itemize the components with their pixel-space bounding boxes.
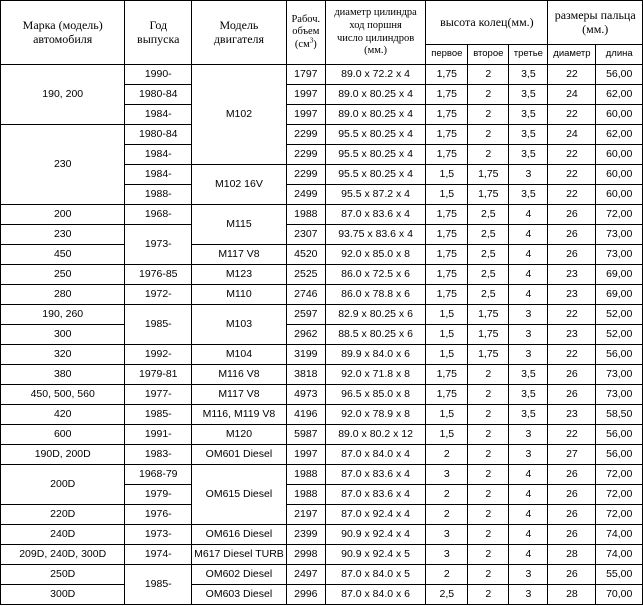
ring-third-cell: 4 <box>509 265 548 285</box>
model-cell: 320 <box>1 345 125 365</box>
year-cell: 1985- <box>125 305 192 345</box>
ring-second-cell: 2,5 <box>468 225 509 245</box>
pin-length-cell: 62,00 <box>596 125 643 145</box>
header-pin-diameter: диаметр <box>548 45 596 65</box>
bore-stroke-cell: 87.0 x 92.4 x 4 <box>325 505 425 525</box>
ring-first-cell: 1,75 <box>426 145 468 165</box>
year-cell: 1984- <box>125 145 192 165</box>
bore-stroke-cell: 86.0 x 72.5 x 6 <box>325 265 425 285</box>
volume-cell: 1988 <box>286 465 325 485</box>
ring-first-cell: 1,75 <box>426 105 468 125</box>
bore-stroke-cell: 92.0 x 71.8 x 8 <box>325 365 425 385</box>
pin-length-cell: 56,00 <box>596 425 643 445</box>
pin-length-cell: 62,00 <box>596 85 643 105</box>
model-cell: 240D <box>1 525 125 545</box>
model-cell: 190D, 200D <box>1 445 125 465</box>
year-cell: 1988- <box>125 185 192 205</box>
ring-first-cell: 3 <box>426 545 468 565</box>
table-row <box>1 225 643 245</box>
table-row <box>1 465 643 485</box>
pin-diameter-cell: 24 <box>548 125 596 145</box>
ring-third-cell: 3 <box>509 445 548 465</box>
year-cell: 1972- <box>125 285 192 305</box>
year-cell: 1977- <box>125 385 192 405</box>
ring-second-cell: 1,75 <box>468 325 509 345</box>
pin-length-cell: 69,00 <box>596 285 643 305</box>
ring-second-cell: 2 <box>468 105 509 125</box>
ring-second-cell: 2,5 <box>468 245 509 265</box>
ring-second-cell: 1,75 <box>468 345 509 365</box>
ring-second-cell: 2,5 <box>468 285 509 305</box>
year-cell: 1985- <box>125 405 192 425</box>
pin-diameter-cell: 22 <box>548 425 596 445</box>
ring-second-cell: 1,75 <box>468 305 509 325</box>
ring-first-cell: 2 <box>426 505 468 525</box>
model-cell: 190, 260 <box>1 305 125 325</box>
pin-diameter-cell: 22 <box>548 305 596 325</box>
year-cell: 1990- <box>125 65 192 85</box>
header-ring-third: третье <box>509 45 548 65</box>
volume-cell: 3199 <box>286 345 325 365</box>
model-cell: 200D <box>1 465 125 505</box>
volume-cell: 1997 <box>286 85 325 105</box>
pin-length-cell: 55,00 <box>596 565 643 585</box>
ring-third-cell: 4 <box>509 545 548 565</box>
table-row <box>1 365 643 385</box>
bore-stroke-cell: 95.5 x 80.25 x 4 <box>325 145 425 165</box>
ring-third-cell: 3,5 <box>509 185 548 205</box>
ring-third-cell: 3 <box>509 565 548 585</box>
bore-stroke-cell: 90.9 x 92.4 x 5 <box>325 545 425 565</box>
ring-first-cell: 1,75 <box>426 245 468 265</box>
model-cell: 230 <box>1 125 125 205</box>
pin-length-cell: 74,00 <box>596 545 643 565</box>
pin-diameter-cell: 26 <box>548 225 596 245</box>
ring-second-cell: 2 <box>468 445 509 465</box>
header-ring-second: второе <box>468 45 509 65</box>
bore-stroke-cell: 92.0 x 78.9 x 8 <box>325 405 425 425</box>
pin-length-cell: 72,00 <box>596 485 643 505</box>
year-cell: 1984- <box>125 165 192 185</box>
header-rings: высота колец(мм.) <box>426 1 548 45</box>
ring-second-cell: 2 <box>468 565 509 585</box>
ring-first-cell: 1,5 <box>426 185 468 205</box>
year-cell: 1976- <box>125 505 192 525</box>
pin-diameter-cell: 26 <box>548 205 596 225</box>
ring-first-cell: 1,5 <box>426 305 468 325</box>
ring-second-cell: 1,75 <box>468 185 509 205</box>
model-cell: 220D <box>1 505 125 525</box>
ring-first-cell: 2 <box>426 445 468 465</box>
pin-diameter-cell: 26 <box>548 385 596 405</box>
ring-second-cell: 2 <box>468 525 509 545</box>
ring-second-cell: 2 <box>468 425 509 445</box>
ring-second-cell: 2 <box>468 385 509 405</box>
ring-third-cell: 3,5 <box>509 365 548 385</box>
pin-diameter-cell: 26 <box>548 565 596 585</box>
table-row <box>1 265 643 285</box>
bore-stroke-cell: 95.5 x 87.2 x 4 <box>325 185 425 205</box>
year-cell: 1973- <box>125 525 192 545</box>
ring-third-cell: 3 <box>509 305 548 325</box>
ring-first-cell: 1,75 <box>426 85 468 105</box>
pin-diameter-cell: 22 <box>548 105 596 125</box>
ring-second-cell: 2 <box>468 485 509 505</box>
ring-second-cell: 2,5 <box>468 205 509 225</box>
ring-third-cell: 3 <box>509 165 548 185</box>
engine-cell: M116 V8 <box>192 365 287 385</box>
bore-stroke-cell: 82.9 x 80.25 x 6 <box>325 305 425 325</box>
bore-stroke-cell: 96.5 x 85.0 x 8 <box>325 385 425 405</box>
engine-cell: M617 Diesel TURB <box>192 545 287 565</box>
year-cell: 1991- <box>125 425 192 445</box>
volume-cell: 4520 <box>286 245 325 265</box>
table-row <box>1 405 643 425</box>
bore-stroke-cell: 89.0 x 80.25 x 4 <box>325 105 425 125</box>
header-ring-first: первое <box>426 45 468 65</box>
ring-second-cell: 2 <box>468 465 509 485</box>
ring-third-cell: 4 <box>509 225 548 245</box>
bore-stroke-cell: 87.0 x 83.6 x 4 <box>325 485 425 505</box>
year-cell: 1979-81 <box>125 365 192 385</box>
table-row <box>1 125 643 145</box>
engine-cell: OM601 Diesel <box>192 445 287 465</box>
engine-cell: OM602 Diesel <box>192 565 287 585</box>
ring-first-cell: 1,75 <box>426 65 468 85</box>
pin-length-cell: 56,00 <box>596 345 643 365</box>
pin-diameter-cell: 22 <box>548 65 596 85</box>
ring-third-cell: 3,5 <box>509 405 548 425</box>
pin-length-cell: 58,50 <box>596 405 643 425</box>
pin-length-cell: 60,00 <box>596 145 643 165</box>
model-cell: 190, 200 <box>1 65 125 125</box>
table-body <box>1 1 643 605</box>
volume-cell: 2299 <box>286 125 325 145</box>
volume-cell: 2962 <box>286 325 325 345</box>
year-cell: 1973- <box>125 225 192 265</box>
ring-third-cell: 3 <box>509 425 548 445</box>
ring-second-cell: 2 <box>468 505 509 525</box>
engine-cell: M103 <box>192 305 287 345</box>
header-bore-stroke: диаметр цилиндра ход поршня число цилиндров (мм.) <box>325 1 425 65</box>
header-pin-length: длина <box>596 45 643 65</box>
model-cell: 300D <box>1 585 125 605</box>
ring-first-cell: 1,75 <box>426 125 468 145</box>
volume-cell: 2499 <box>286 185 325 205</box>
ring-first-cell: 2 <box>426 485 468 505</box>
bore-stroke-cell: 87.0 x 84.0 x 4 <box>325 445 425 465</box>
pin-length-cell: 69,00 <box>596 265 643 285</box>
bore-stroke-cell: 89.0 x 80.2 x 12 <box>325 425 425 445</box>
ring-third-cell: 3,5 <box>509 145 548 165</box>
ring-first-cell: 1,75 <box>426 365 468 385</box>
ring-second-cell: 2 <box>468 585 509 605</box>
model-cell: 280 <box>1 285 125 305</box>
pin-diameter-cell: 28 <box>548 585 596 605</box>
table-row <box>1 245 643 265</box>
pin-diameter-cell: 22 <box>548 185 596 205</box>
pin-diameter-cell: 23 <box>548 265 596 285</box>
pin-length-cell: 60,00 <box>596 185 643 205</box>
pin-length-cell: 72,00 <box>596 465 643 485</box>
pin-length-cell: 60,00 <box>596 165 643 185</box>
ring-third-cell: 4 <box>509 505 548 525</box>
bore-stroke-cell: 89.9 x 84.0 x 6 <box>325 345 425 365</box>
pin-length-cell: 73,00 <box>596 225 643 245</box>
year-cell: 1979- <box>125 485 192 505</box>
ring-third-cell: 3 <box>509 585 548 605</box>
table-row <box>1 385 643 405</box>
volume-cell: 2996 <box>286 585 325 605</box>
model-cell: 380 <box>1 365 125 385</box>
volume-cell: 4196 <box>286 405 325 425</box>
pin-length-cell: 56,00 <box>596 65 643 85</box>
pin-diameter-cell: 26 <box>548 485 596 505</box>
pin-length-cell: 60,00 <box>596 105 643 125</box>
table-row <box>1 305 643 325</box>
engine-cell: OM615 Diesel <box>192 465 287 525</box>
ring-second-cell: 2 <box>468 125 509 145</box>
pin-length-cell: 73,00 <box>596 245 643 265</box>
volume-cell: 1997 <box>286 445 325 465</box>
model-cell: 300 <box>1 325 125 345</box>
model-cell: 250 <box>1 265 125 285</box>
bore-stroke-cell: 90.9 x 92.4 x 4 <box>325 525 425 545</box>
table-row <box>1 505 643 525</box>
table-row <box>1 325 643 345</box>
ring-third-cell: 4 <box>509 525 548 545</box>
pin-length-cell: 52,00 <box>596 305 643 325</box>
pin-diameter-cell: 23 <box>548 405 596 425</box>
ring-second-cell: 2 <box>468 85 509 105</box>
pin-diameter-cell: 27 <box>548 445 596 465</box>
ring-first-cell: 1,75 <box>426 265 468 285</box>
pin-length-cell: 72,00 <box>596 205 643 225</box>
ring-second-cell: 2 <box>468 545 509 565</box>
bore-stroke-cell: 88.5 x 80.25 x 6 <box>325 325 425 345</box>
ring-second-cell: 2 <box>468 405 509 425</box>
engine-cell: OM603 Diesel <box>192 585 287 605</box>
pin-diameter-cell: 26 <box>548 525 596 545</box>
table-row <box>1 585 643 605</box>
ring-third-cell: 3,5 <box>509 385 548 405</box>
ring-first-cell: 3 <box>426 525 468 545</box>
ring-third-cell: 4 <box>509 245 548 265</box>
ring-third-cell: 4 <box>509 465 548 485</box>
table-row <box>1 285 643 305</box>
ring-second-cell: 2 <box>468 365 509 385</box>
ring-first-cell: 3 <box>426 465 468 485</box>
volume-cell: 3818 <box>286 365 325 385</box>
volume-cell: 2197 <box>286 505 325 525</box>
header-pin: размеры пальца (мм.) <box>548 1 643 45</box>
table-row <box>1 65 643 85</box>
ring-first-cell: 2 <box>426 565 468 585</box>
pin-length-cell: 72,00 <box>596 505 643 525</box>
year-cell: 1980-84 <box>125 85 192 105</box>
table-row <box>1 545 643 565</box>
pin-length-cell: 56,00 <box>596 445 643 465</box>
model-cell: 450, 500, 560 <box>1 385 125 405</box>
engine-cell: M123 <box>192 265 287 285</box>
table-row <box>1 565 643 585</box>
volume-cell: 1997 <box>286 105 325 125</box>
pin-diameter-cell: 23 <box>548 285 596 305</box>
ring-third-cell: 3 <box>509 345 548 365</box>
bore-stroke-cell: 92.0 x 85.0 x 8 <box>325 245 425 265</box>
ring-third-cell: 3,5 <box>509 125 548 145</box>
year-cell: 1980-84 <box>125 125 192 145</box>
year-cell: 1976-85 <box>125 265 192 285</box>
bore-stroke-cell: 87.0 x 83.6 x 4 <box>325 205 425 225</box>
pin-diameter-cell: 22 <box>548 345 596 365</box>
engine-cell: M110 <box>192 285 287 305</box>
bore-stroke-cell: 86.0 x 78.8 x 6 <box>325 285 425 305</box>
volume-cell: 2299 <box>286 145 325 165</box>
year-cell: 1983- <box>125 445 192 465</box>
volume-cell: 2307 <box>286 225 325 245</box>
ring-third-cell: 3,5 <box>509 85 548 105</box>
ring-first-cell: 1,75 <box>426 285 468 305</box>
pin-length-cell: 73,00 <box>596 385 643 405</box>
ring-first-cell: 1,5 <box>426 405 468 425</box>
ring-first-cell: 1,5 <box>426 425 468 445</box>
year-cell: 1985- <box>125 565 192 605</box>
pin-length-cell: 70,00 <box>596 585 643 605</box>
header-make: Марка (модель) автомобиля <box>1 1 125 65</box>
table-row <box>1 205 643 225</box>
ring-third-cell: 3,5 <box>509 65 548 85</box>
bore-stroke-cell: 89.0 x 72.2 x 4 <box>325 65 425 85</box>
bore-stroke-cell: 95.5 x 80.25 x 4 <box>325 125 425 145</box>
engine-cell: M104 <box>192 345 287 365</box>
bore-stroke-cell: 89.0 x 80.25 x 4 <box>325 85 425 105</box>
model-cell: 209D, 240D, 300D <box>1 545 125 565</box>
bore-stroke-cell: 87.0 x 84.0 x 6 <box>325 585 425 605</box>
engine-cell: M115 <box>192 205 287 245</box>
pin-diameter-cell: 26 <box>548 245 596 265</box>
year-cell: 1968- <box>125 205 192 225</box>
engine-cell: M117 V8 <box>192 245 287 265</box>
ring-first-cell: 1,75 <box>426 385 468 405</box>
pin-diameter-cell: 28 <box>548 545 596 565</box>
volume-cell: 2998 <box>286 545 325 565</box>
engine-cell: M120 <box>192 425 287 445</box>
pin-length-cell: 52,00 <box>596 325 643 345</box>
ring-first-cell: 1,75 <box>426 205 468 225</box>
pin-diameter-cell: 22 <box>548 165 596 185</box>
volume-cell: 2525 <box>286 265 325 285</box>
year-cell: 1984- <box>125 105 192 125</box>
engine-cell: M116, M119 V8 <box>192 405 287 425</box>
volume-cell: 4973 <box>286 385 325 405</box>
model-cell: 600 <box>1 425 125 445</box>
volume-cell: 1988 <box>286 205 325 225</box>
engine-cell: M102 <box>192 65 287 165</box>
volume-cell: 2299 <box>286 165 325 185</box>
bore-stroke-cell: 95.5 x 80.25 x 4 <box>325 165 425 185</box>
pin-diameter-cell: 26 <box>548 465 596 485</box>
ring-third-cell: 4 <box>509 205 548 225</box>
volume-cell: 5987 <box>286 425 325 445</box>
volume-cell: 2746 <box>286 285 325 305</box>
pin-length-cell: 73,00 <box>596 365 643 385</box>
header-row <box>1 1 643 25</box>
pin-diameter-cell: 24 <box>548 85 596 105</box>
header-volume: Рабоч. объем $(см^3)$ <box>286 1 325 65</box>
engine-cell: M117 V8 <box>192 385 287 405</box>
ring-second-cell: 1,75 <box>468 165 509 185</box>
model-cell: 250D <box>1 565 125 585</box>
year-cell: 1968-79 <box>125 465 192 485</box>
volume-cell: 2497 <box>286 565 325 585</box>
table-row <box>1 445 643 465</box>
volume-cell: 1797 <box>286 65 325 85</box>
engine-cell: OM616 Diesel <box>192 525 287 545</box>
volume-cell: 2597 <box>286 305 325 325</box>
ring-third-cell: 3 <box>509 325 548 345</box>
model-cell: 200 <box>1 205 125 225</box>
pin-diameter-cell: 22 <box>548 145 596 165</box>
volume-cell: 2399 <box>286 525 325 545</box>
bore-stroke-cell: 87.0 x 83.6 x 4 <box>325 465 425 485</box>
year-cell: 1974- <box>125 545 192 565</box>
model-cell: 420 <box>1 405 125 425</box>
engine-cell: M102 16V <box>192 165 287 205</box>
ring-third-cell: 4 <box>509 285 548 305</box>
ring-first-cell: 1,5 <box>426 165 468 185</box>
model-cell: 450 <box>1 245 125 265</box>
ring-first-cell: 1,75 <box>426 225 468 245</box>
ring-first-cell: 1,5 <box>426 325 468 345</box>
pin-diameter-cell: 26 <box>548 505 596 525</box>
pin-length-cell: 74,00 <box>596 525 643 545</box>
pin-diameter-cell: 26 <box>548 365 596 385</box>
pin-diameter-cell: 23 <box>548 325 596 345</box>
table-row <box>1 345 643 365</box>
ring-second-cell: 2 <box>468 145 509 165</box>
ring-second-cell: 2 <box>468 65 509 85</box>
header-engine: Модель двигателя <box>192 1 287 65</box>
bore-stroke-cell: 87.0 x 84.0 x 5 <box>325 565 425 585</box>
table-row <box>1 425 643 445</box>
ring-first-cell: 1,5 <box>426 345 468 365</box>
model-cell: 230 <box>1 225 125 245</box>
volume-cell: 1988 <box>286 485 325 505</box>
table-row <box>1 525 643 545</box>
ring-third-cell: 3,5 <box>509 105 548 125</box>
ring-second-cell: 2,5 <box>468 265 509 285</box>
bore-stroke-cell: 93.75 x 83.6 x 4 <box>325 225 425 245</box>
ring-third-cell: 4 <box>509 485 548 505</box>
header-year: Год выпуска <box>125 1 192 65</box>
ring-first-cell: 2,5 <box>426 585 468 605</box>
year-cell: 1992- <box>125 345 192 365</box>
